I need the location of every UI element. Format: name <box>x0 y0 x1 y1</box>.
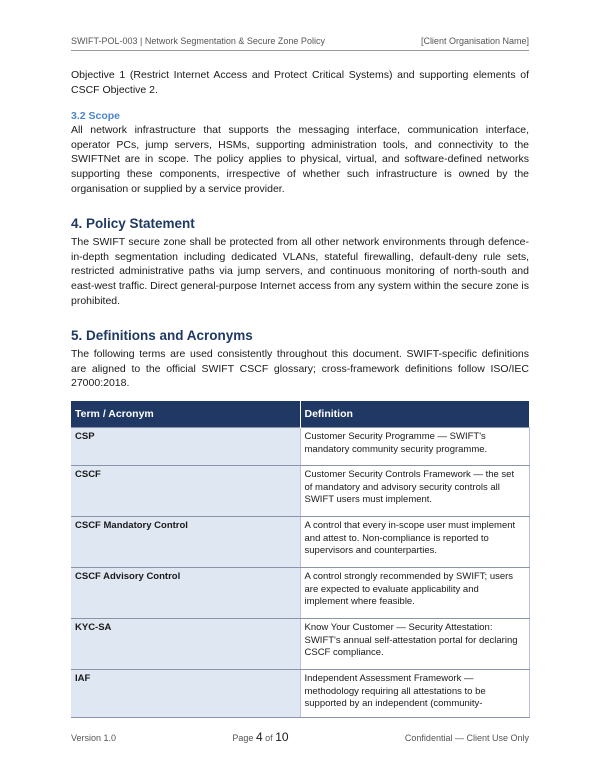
definitions-table <box>71 401 530 718</box>
page-of-label: of <box>265 733 273 743</box>
table-row <box>71 427 529 465</box>
definition-cell: A control that every in-scope user must implement and attest to. Non-compliance is reported to supervisors and counterparties. <box>300 516 529 567</box>
definition-cell: A control strongly recommended by SWIFT; users are expected to evaluate applicability and implement where feasible. <box>300 567 529 618</box>
policy-statement-heading: 4. Policy Statement <box>71 216 195 232</box>
page-content <box>71 68 529 718</box>
definition-cell: Customer Security Controls Framework — the set of mandatory and advisory security controls all SWIFT users must implement. <box>300 465 529 516</box>
table-row <box>71 669 529 717</box>
term-cell: CSCF <box>71 465 300 516</box>
intro-paragraph: Objective 1 (Restrict Internet Access and Protect Critical Systems) and supporting elements of CSCF Objective 2. <box>71 69 529 96</box>
term-cell: CSP <box>71 427 300 465</box>
term-cell: CSCF Advisory Control <box>71 567 300 618</box>
term-cell: IAF <box>71 669 300 717</box>
table-row <box>71 516 529 567</box>
page-label: Page <box>232 733 254 743</box>
definition-cell: Customer Security Programme — SWIFT's mandatory community security programme. <box>300 427 529 465</box>
definition-cell: Independent Assessment Framework — methodology requiring all attestations to be supported by an independent (community- <box>300 669 529 717</box>
header-document-title: SWIFT-POL-003 | Network Segmentation & Secure Zone Policy <box>71 36 325 46</box>
table-row <box>71 618 529 669</box>
definition-cell: Know Your Customer — Security Attestation: SWIFT's annual self-attestation portal for declaring CSCF compliance. <box>300 618 529 669</box>
table-header-row <box>71 401 529 428</box>
header-client-name: [Client Organisation Name] <box>420 36 529 46</box>
policy-statement-paragraph: The SWIFT secure zone shall be protected from all other network environments through defence-in-depth segmentation including dedicated VLANs, stateful firewalling, default-deny rule sets, restricted administrative paths via jump servers, and continuous monitoring of north-south and east-west traffic. Direct general-purpose Internet access from any system within the secure zone is prohibited. <box>71 236 529 307</box>
table-row <box>71 567 529 618</box>
scope-paragraph: All network infrastructure that supports the messaging interface, communication interface, operator PCs, jump servers, HSMs, supporting administration tools, and connectivity to the SWIFTNet are in scope. The policy applies to physical, virtual, and software-defined networks supporting these components, irrespective of whether such infrastructure is owned by the organisation or supplied by a service provider. <box>71 124 529 195</box>
footer-classification: Confidential — Client Use Only <box>404 733 529 743</box>
column-header-definition: Definition <box>300 401 529 428</box>
term-cell: CSCF Mandatory Control <box>71 516 300 567</box>
page-header <box>71 36 529 51</box>
footer-version: Version 1.0 <box>71 733 117 743</box>
term-cell: KYC-SA <box>71 618 300 669</box>
total-page-number: 10 <box>275 730 289 744</box>
page-number <box>232 730 288 744</box>
current-page-number: 4 <box>255 730 263 744</box>
definitions-heading: 5. Definitions and Acronyms <box>71 328 253 344</box>
page-footer <box>71 730 529 744</box>
scope-heading: 3.2 Scope <box>71 110 121 123</box>
definitions-intro-paragraph: The following terms are used consistently throughout this document. SWIFT-specific definitions are aligned to the official SWIFT CSCF glossary; cross-framework definitions follow ISO/IEC 27000:2018. <box>71 348 529 390</box>
table-row <box>71 465 529 516</box>
column-header-term: Term / Acronym <box>71 401 300 428</box>
